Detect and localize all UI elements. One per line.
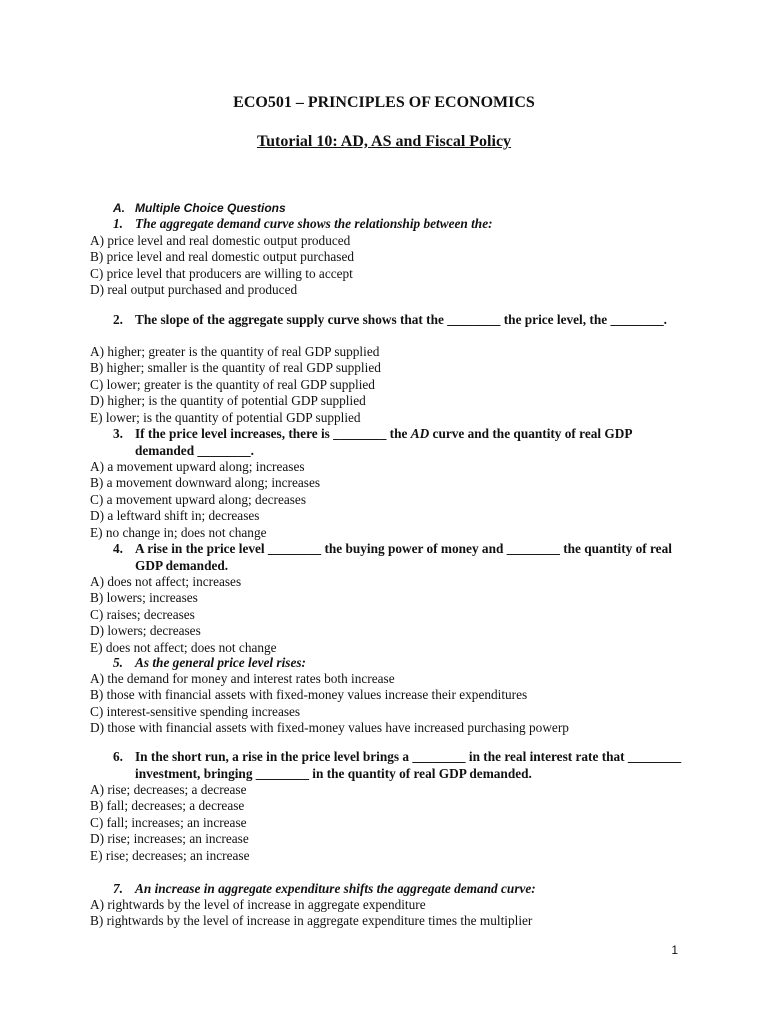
option: A) rightwards by the level of increase in aggregate expenditure bbox=[90, 897, 426, 912]
option: B) a movement downward along; increases bbox=[90, 475, 321, 491]
question-text: As the general price level rises: bbox=[135, 655, 306, 670]
question-text-part: If the price level increases, there is ________ the bbox=[135, 426, 411, 441]
question-number: 7. bbox=[113, 881, 123, 896]
option: C) price level that producers are willing to accept bbox=[90, 265, 353, 281]
option: A) the demand for money and interest rates both increase bbox=[90, 671, 395, 686]
option: C) a movement upward along; decreases bbox=[90, 491, 306, 507]
option: D) higher; is the quantity of potential GDP supplied bbox=[90, 393, 366, 409]
option: B) lowers; increases bbox=[90, 590, 198, 606]
question-2 bbox=[113, 312, 683, 329]
option: E) does not affect; does not change bbox=[90, 639, 277, 655]
option: E) lower; is the quantity of potential GDP supplied bbox=[90, 409, 361, 425]
option: A) price level and real domestic output produced bbox=[90, 233, 351, 248]
question-3 bbox=[113, 426, 683, 459]
question-text: An increase in aggregate expenditure shifts the aggregate demand curve: bbox=[135, 881, 536, 896]
option: C) interest-sensitive spending increases bbox=[90, 703, 301, 719]
option: D) a leftward shift in; decreases bbox=[90, 508, 260, 524]
options-7 bbox=[90, 897, 710, 930]
question-number: 6. bbox=[113, 749, 123, 764]
option: D) rise; increases; an increase bbox=[90, 831, 249, 847]
option: B) fall; decreases; a decrease bbox=[90, 798, 245, 814]
document-title: ECO501 – PRINCIPLES OF ECONOMICS bbox=[233, 94, 535, 111]
question-text: In the short run, a rise in the price level brings a ________ in the real interest rate that ________ investment, bringing ________ in the quantity of real GDP demanded. bbox=[135, 749, 682, 781]
question-text-emphasis: AD bbox=[410, 426, 430, 441]
section-label: A. bbox=[113, 201, 125, 215]
options-6 bbox=[90, 782, 710, 864]
option: E) no change in; does not change bbox=[90, 524, 267, 540]
option: B) price level and real domestic output purchased bbox=[90, 249, 354, 265]
option: C) raises; decreases bbox=[90, 606, 195, 622]
options-3 bbox=[90, 459, 710, 541]
question-text bbox=[135, 426, 683, 459]
option: C) fall; increases; an increase bbox=[90, 814, 247, 830]
option: D) real output purchased and produced bbox=[90, 282, 298, 298]
option: B) those with financial assets with fixed-money values increase their expenditures bbox=[90, 687, 528, 703]
option: E) rise; decreases; an increase bbox=[90, 847, 250, 863]
options-2 bbox=[90, 344, 710, 426]
question-text: A rise in the price level ________ the buying power of money and ________ the quantity of real GDP demanded. bbox=[135, 541, 672, 573]
option: D) those with financial assets with fixed-money values have increased purchasing powerp bbox=[90, 720, 569, 736]
question-number: 5. bbox=[113, 655, 123, 670]
question-number: 2. bbox=[113, 312, 123, 327]
question-5 bbox=[113, 655, 683, 672]
question-number: 4. bbox=[113, 541, 123, 556]
option: C) lower; greater is the quantity of real GDP supplied bbox=[90, 376, 375, 392]
option: A) higher; greater is the quantity of real GDP supplied bbox=[90, 344, 380, 359]
question-text-part: curve and the quantity of real GDP demanded ________. bbox=[135, 426, 632, 458]
section-heading bbox=[113, 200, 286, 216]
question-text: The aggregate demand curve shows the relationship between the: bbox=[135, 216, 493, 231]
question-number: 3. bbox=[113, 426, 123, 441]
option: A) rise; decreases; a decrease bbox=[90, 782, 247, 797]
question-7 bbox=[113, 881, 683, 898]
question-1 bbox=[113, 216, 683, 233]
question-4 bbox=[113, 541, 683, 574]
options-5 bbox=[90, 671, 710, 737]
option: A) does not affect; increases bbox=[90, 574, 242, 589]
options-4 bbox=[90, 574, 710, 656]
option: D) lowers; decreases bbox=[90, 623, 201, 639]
question-6 bbox=[113, 749, 683, 782]
option: A) a movement upward along; increases bbox=[90, 459, 305, 474]
question-number: 1. bbox=[113, 216, 123, 231]
options-1 bbox=[90, 233, 710, 299]
option: B) rightwards by the level of increase in aggregate expenditure times the multiplier bbox=[90, 913, 533, 929]
document-subtitle: Tutorial 10: AD, AS and Fiscal Policy bbox=[256, 133, 512, 150]
section-title: Multiple Choice Questions bbox=[135, 201, 286, 215]
page-number: 1 bbox=[671, 943, 678, 957]
option: B) higher; smaller is the quantity of real GDP supplied bbox=[90, 360, 381, 376]
question-text: The slope of the aggregate supply curve shows that the ________ the price level, the ________. bbox=[135, 312, 667, 327]
